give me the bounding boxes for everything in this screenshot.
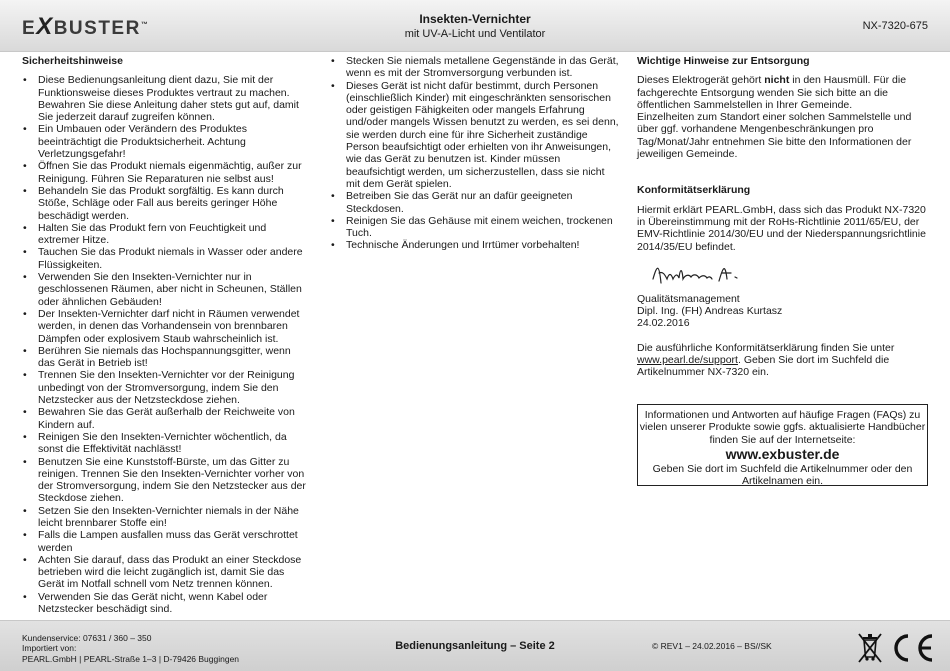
safety-title: Sicherheitshinweise — [22, 55, 123, 67]
safety-item: • Stecken Sie niemals metallene Gegenstände in das Gerät, wenn es mit der Stromversorgung verbunden ist. — [330, 55, 620, 80]
faq-text-2: Geben Sie dort im Suchfeld die Artikelnummer oder den Artikelnamen ein. — [652, 462, 913, 488]
disposal-text-2: Einzelheiten zum Standort einer solchen Sammelstelle und über ggf. vorhandene Mengenbeschränkungen pro Tag/Monat/Jahr entnehmen Sie bitte den Informationen der jeweiligen Gemeinde. — [637, 111, 912, 161]
safety-item: • Setzen Sie den Insekten-Vernichter niemals in der Nähe leicht brennbarer Stoffe ein! — [22, 505, 310, 530]
safety-item: • Benutzen Sie eine Kunststoff-Bürste, um das Gitter zu reinigen. Trennen Sie den Insekten-Vernichter vorher von der Stromversorgung, indem Sie den Netzstecker aus der Steckdose ziehen. — [22, 456, 310, 505]
safety-item: • Verwenden Sie das Gerät nicht, wenn Kabel oder Netzstecker beschädigt sind. — [22, 591, 310, 616]
disposal-text: Dieses Elektrogerät gehört nicht in den Hausmüll. Für die fachgerechte Entsorgung wenden Sie sich bitte an die öffentlichen Sammelstellen in Ihrer Gemeinde. — [637, 74, 907, 111]
disposal-title: Wichtige Hinweise zur Entsorgung — [637, 55, 810, 67]
conformity-title: Konformitätserklärung — [637, 184, 751, 197]
support-link[interactable]: www.pearl.de/support — [637, 354, 738, 367]
header-title-block — [300, 12, 650, 40]
conformity-text: Hiermit erklärt PEARL.GmbH, dass sich das Produkt NX-7320 in Übereinstimmung mit der RoHs-Richtlinie 2011/65/EU, der EMV-Richtlinie 2014/30/EU und der Niederspannungsrichtlinie 2014/35/EU befindet. — [637, 203, 926, 253]
customer-service: Kundenservice: 07631 / 360 – 350 — [22, 633, 152, 643]
safety-item: • Bewahren Sie das Gerät außerhalb der Reichweite von Kindern auf. — [22, 406, 310, 431]
signer-role: Qualitätsmanagement — [637, 292, 740, 305]
page-number: Bedienungsanleitung – Seite 2 — [395, 640, 555, 652]
product-subtitle: mit UV-A-Licht und Ventilator — [404, 28, 546, 40]
ce-mark-icon — [896, 636, 932, 660]
safety-item: • Halten Sie das Produkt fern von Feuchtigkeit und extremer Hitze. — [22, 222, 310, 247]
safety-item: • Tauchen Sie das Produkt niemals in Wasser oder andere Flüssigkeiten. — [22, 246, 310, 271]
product-title: Insekten-Vernichter — [419, 12, 531, 26]
safety-item: • Berühren Sie niemals das Hochspannungsgitter, wenn das Gerät in Betrieb ist! — [22, 345, 310, 370]
brand-logo: EXBUSTER™ — [22, 13, 148, 40]
safety-item: • Verwenden Sie den Insekten-Vernichter nur in geschlossenen Räumen, aber nicht in Scheunen, Ställen oder ähnlichen Gebäuden! — [22, 271, 310, 308]
importer-label: Importiert von: — [22, 643, 77, 654]
safety-item: • Falls die Lampen ausfallen muss das Gerät verschrottet werden — [22, 529, 310, 554]
page-header — [0, 0, 950, 52]
page-footer — [0, 620, 950, 671]
faq-url[interactable]: www.exbuster.de — [725, 445, 840, 462]
weee-bin-icon — [859, 634, 881, 662]
product-code: NX-7320-675 — [862, 20, 928, 32]
safety-item: • Behandeln Sie das Produkt sorgfältig. Es kann durch Stöße, Schläge oder Fall aus bereits geringer Höhe beschädigt werden. — [22, 185, 310, 222]
conformity-more: Die ausführliche Konformitätserklärung finden Sie unter www.pearl.de/support. Geben Sie dort im Suchfeld die Artikelnummer NX-7320 ein. — [637, 341, 895, 379]
safety-item: • Reinigen Sie den Insekten-Vernichter wöchentlich, da sonst die Effektivität nachlässt! — [22, 431, 310, 456]
safety-item: • Reinigen Sie das Gehäuse mit einem weichen, trockenen Tuch. — [330, 215, 620, 240]
safety-list-2 — [330, 55, 620, 252]
revision: © REV1 – 24.02.2016 – BS//SK — [652, 641, 772, 651]
signer-name: Dipl. Ing. (FH) Andreas Kurtasz — [637, 305, 783, 318]
signature-date: 24.02.2016 — [637, 317, 690, 330]
safety-item: • Der Insekten-Vernichter darf nicht in Räumen verwendet werden, in denen das Vorhandensein von brennbaren Dämpfen oder explosivem Staub wahrscheinlich ist. — [22, 308, 310, 345]
importer-address: PEARL.GmbH | PEARL-Straße 1–3 | D-79426 Buggingen — [22, 653, 240, 664]
safety-list-1 — [22, 74, 310, 615]
info-column — [637, 55, 927, 379]
safety-item: • Ein Umbauen oder Verändern des Produktes beeinträchtigt die Produktsicherheit. Achtung Verletzungsgefahr! — [22, 123, 310, 160]
safety-item: • Trennen Sie den Insekten-Vernichter vor der Reinigung unbedingt von der Stromversorgung, indem Sie den Netzstecker aus der Netzsteckdose ziehen. — [22, 369, 310, 406]
faq-text: Informationen und Antworten auf häufige Fragen (FAQs) zu vielen unserer Produkte sowie ggfs. aktualisierte Handbücher finden Sie auf der Internetseite: — [639, 409, 926, 446]
safety-item: • Achten Sie darauf, dass das Produkt an einer Steckdose betrieben wird die leicht zugänglich ist, damit Sie das Gerät im Notfall schnell vom Netz trennen können. — [22, 554, 310, 591]
safety-item: • Technische Änderungen und Irrtümer vorbehalten! — [330, 239, 620, 251]
safety-item: • Betreiben Sie das Gerät nur an dafür geeigneten Steckdosen. — [330, 190, 620, 215]
footer-icons — [856, 631, 936, 665]
safety-column-1 — [22, 55, 310, 615]
safety-item: • Öffnen Sie das Produkt niemals eigenmächtig, außer zur Reinigung. Führen Sie Reparaturen nie selbst aus! — [22, 160, 310, 185]
safety-item: • Diese Bedienungsanleitung dient dazu, Sie mit der Funktionsweise dieses Produktes vertraut zu machen. Bewahren Sie diese Anleitung daher stets gut auf, damit Sie jederzeit darauf zugreifen können. — [22, 74, 310, 123]
safety-item: • Dieses Gerät ist nicht dafür bestimmt, durch Personen (einschließlich Kinder) mit eingeschränkten sensorischen oder geistigen Fähigkeiten oder mangels Erfahrung und/oder mangels Wissen benutzt zu werden, es sei denn, sie werden durch eine für ihre Sicherheit zuständige Person beaufsichtigt oder erhielten von ihr Anweisungen, wie das Gerät zu benutzen ist. Kinder müssen beaufsichtigt werden, um sicherzustellen, dass sie nicht mit dem Gerät spielen. — [330, 80, 620, 191]
faq-box — [637, 404, 928, 486]
safety-column-2 — [330, 55, 620, 252]
footer-contact — [22, 633, 239, 664]
signature — [649, 257, 927, 291]
